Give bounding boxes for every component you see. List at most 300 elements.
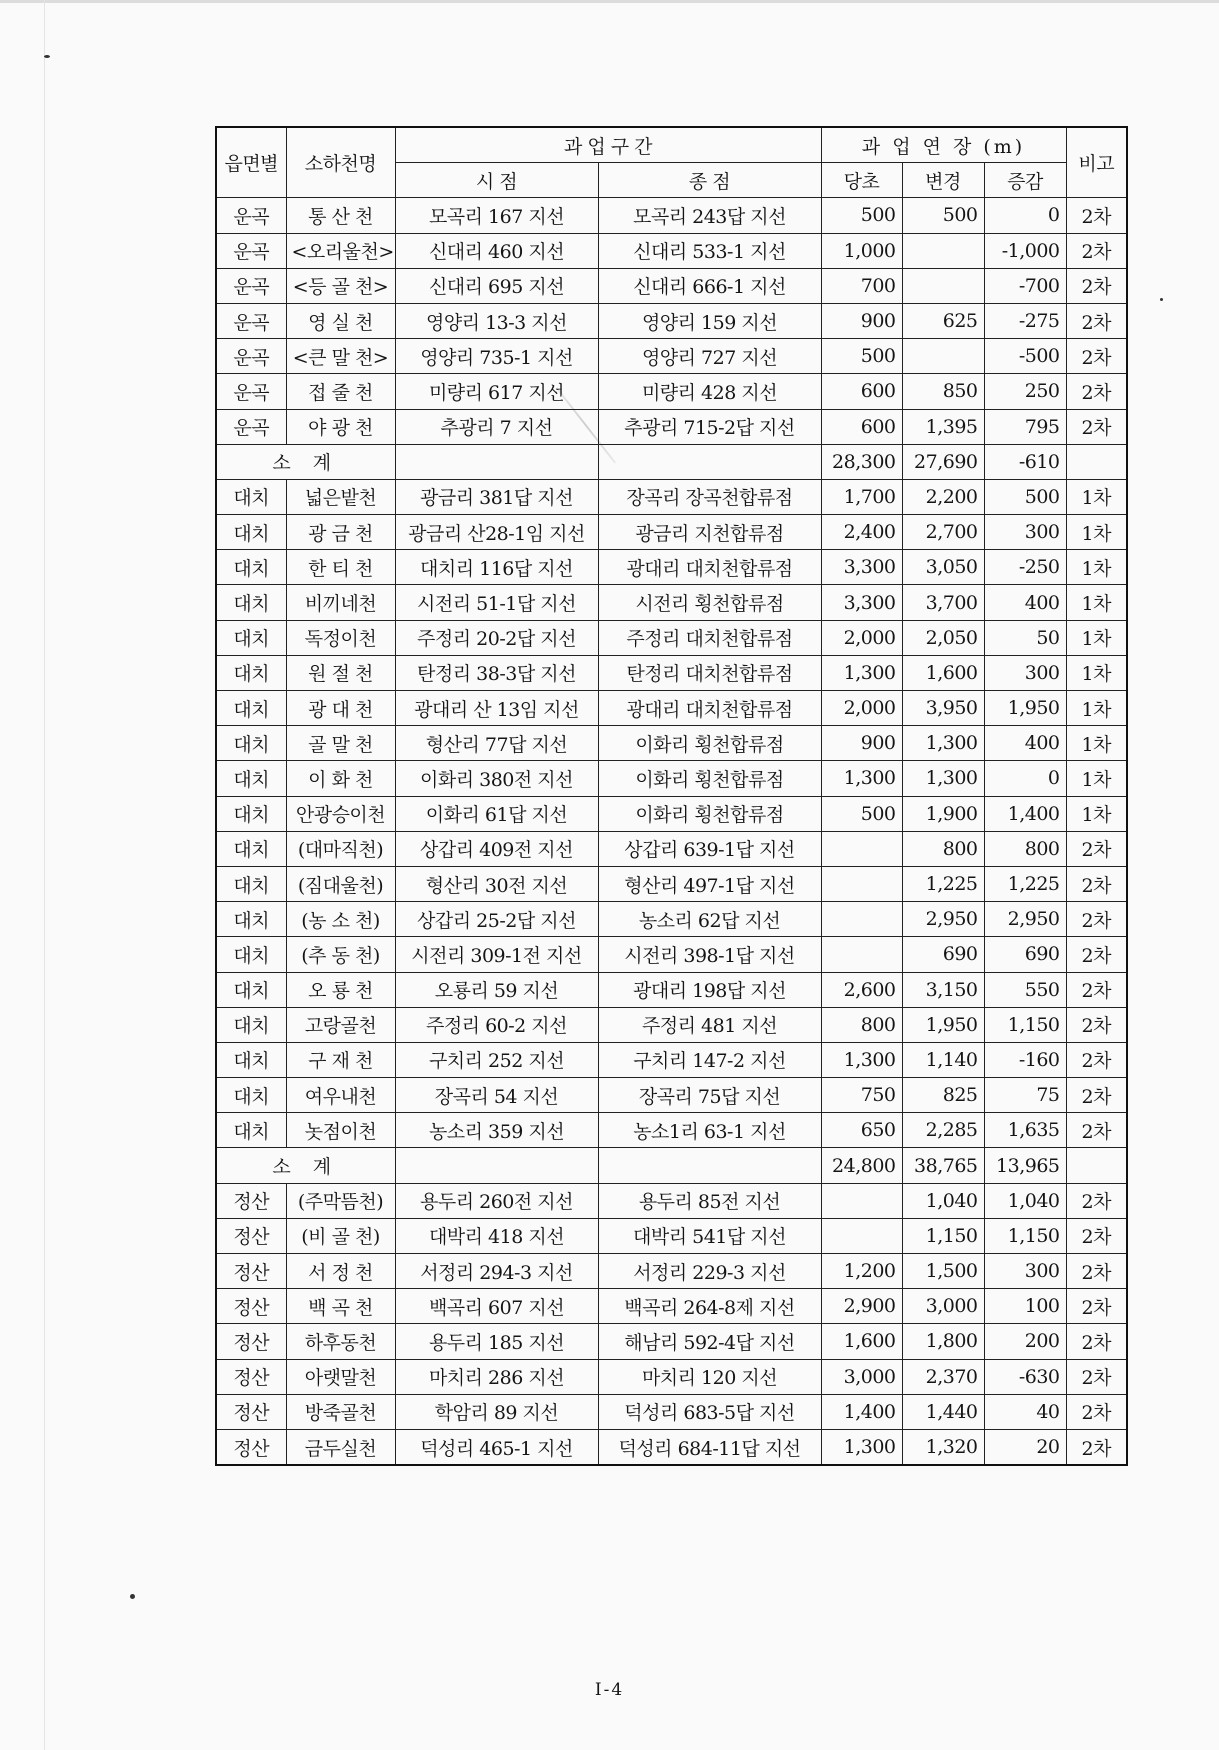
changed-length-cell: 1,150	[902, 1218, 984, 1253]
initial-length-cell: 1,000	[821, 233, 902, 268]
stream-name-cell: 백 곡 천	[286, 1289, 395, 1324]
diff-length-cell: 1,950	[984, 691, 1066, 726]
start-point-cell: 미량리 617 지선	[395, 374, 598, 409]
changed-length-cell	[902, 339, 984, 374]
stream-name-cell: 비끼네천	[286, 585, 395, 620]
header-end: 종 점	[598, 163, 821, 198]
start-point-cell: 형산리 30전 지선	[395, 866, 598, 901]
diff-length-cell: 400	[984, 726, 1066, 761]
table-row	[216, 198, 1127, 233]
table-row	[216, 1289, 1127, 1324]
end-point-cell: 시전리 398-1답 지선	[598, 937, 821, 972]
start-point-cell: 대박리 418 지선	[395, 1218, 598, 1253]
diff-length-cell: 50	[984, 620, 1066, 655]
header-length: 과 업 연 장 (m)	[821, 127, 1066, 163]
header-note: 비고	[1066, 127, 1127, 198]
end-point-cell: 이화리 횡천합류점	[598, 726, 821, 761]
changed-length-cell: 800	[902, 831, 984, 866]
stream-name-cell: <오리울천>	[286, 233, 395, 268]
note-cell: 2차	[1066, 1183, 1127, 1218]
end-point-cell: 이화리 횡천합류점	[598, 796, 821, 831]
table-row	[216, 1042, 1127, 1077]
initial-length-cell	[821, 1183, 902, 1218]
initial-length-cell: 1,200	[821, 1254, 902, 1289]
stream-name-cell: 놋점이천	[286, 1113, 395, 1148]
stream-name-cell: 구 재 천	[286, 1042, 395, 1077]
note-cell: 2차	[1066, 972, 1127, 1007]
changed-length-cell: 825	[902, 1078, 984, 1113]
stream-name-cell: 여우내천	[286, 1078, 395, 1113]
changed-length-cell: 1,300	[902, 726, 984, 761]
start-point-cell: 백곡리 607 지선	[395, 1289, 598, 1324]
changed-length-cell: 3,000	[902, 1289, 984, 1324]
diff-length-cell: 40	[984, 1394, 1066, 1429]
initial-length-cell: 2,000	[821, 620, 902, 655]
diff-length-cell: -700	[984, 268, 1066, 303]
diff-length-cell: 200	[984, 1324, 1066, 1359]
end-point-cell: 덕성리 683-5답 지선	[598, 1394, 821, 1429]
town-cell: 정산	[216, 1359, 286, 1394]
initial-length-cell: 600	[821, 409, 902, 444]
note-cell: 2차	[1066, 233, 1127, 268]
table-row	[216, 1429, 1127, 1465]
town-cell: 대치	[216, 479, 286, 514]
subtotal-initial: 28,300	[821, 444, 902, 479]
start-point-cell: 대치리 116답 지선	[395, 550, 598, 585]
stream-name-cell: (농 소 천)	[286, 902, 395, 937]
town-cell: 대치	[216, 1078, 286, 1113]
end-point-cell: 탄정리 대치천합류점	[598, 655, 821, 690]
subtotal-changed: 38,765	[902, 1148, 984, 1183]
stream-name-cell: 한 티 천	[286, 550, 395, 585]
stream-name-cell: 넓은밭천	[286, 479, 395, 514]
town-cell: 정산	[216, 1324, 286, 1359]
diff-length-cell: 2,950	[984, 902, 1066, 937]
changed-length-cell: 2,370	[902, 1359, 984, 1394]
table-row	[216, 1254, 1127, 1289]
diff-length-cell: 550	[984, 972, 1066, 1007]
diff-length-cell: 100	[984, 1289, 1066, 1324]
changed-length-cell: 1,395	[902, 409, 984, 444]
note-cell: 2차	[1066, 1113, 1127, 1148]
changed-length-cell: 500	[902, 198, 984, 233]
subtotal-initial: 24,800	[821, 1148, 902, 1183]
initial-length-cell: 3,000	[821, 1359, 902, 1394]
end-point-cell: 이화리 횡천합류점	[598, 761, 821, 796]
initial-length-cell: 2,600	[821, 972, 902, 1007]
diff-length-cell: 20	[984, 1429, 1066, 1465]
subtotal-empty-cell	[598, 1148, 821, 1183]
subtotal-changed: 27,690	[902, 444, 984, 479]
town-cell: 정산	[216, 1183, 286, 1218]
town-cell: 정산	[216, 1394, 286, 1429]
start-point-cell: 광대리 산 13임 지선	[395, 691, 598, 726]
subtotal-empty-cell	[598, 444, 821, 479]
initial-length-cell	[821, 902, 902, 937]
changed-length-cell: 1,500	[902, 1254, 984, 1289]
end-point-cell: 모곡리 243답 지선	[598, 198, 821, 233]
town-cell: 대치	[216, 691, 286, 726]
start-point-cell: 영양리 735-1 지선	[395, 339, 598, 374]
town-cell: 운곡	[216, 374, 286, 409]
table-row	[216, 831, 1127, 866]
diff-length-cell: 300	[984, 655, 1066, 690]
diff-length-cell: -160	[984, 1042, 1066, 1077]
table-row	[216, 1218, 1127, 1253]
header-stream: 소하천명	[286, 127, 395, 198]
table-row	[216, 1183, 1127, 1218]
changed-length-cell: 1,800	[902, 1324, 984, 1359]
end-point-cell: 주정리 481 지선	[598, 1007, 821, 1042]
table-row	[216, 655, 1127, 690]
table-row	[216, 937, 1127, 972]
note-cell: 1차	[1066, 726, 1127, 761]
changed-length-cell: 3,050	[902, 550, 984, 585]
note-cell: 1차	[1066, 479, 1127, 514]
changed-length-cell: 2,700	[902, 515, 984, 550]
initial-length-cell: 650	[821, 1113, 902, 1148]
town-cell: 운곡	[216, 303, 286, 338]
start-point-cell: 이화리 61답 지선	[395, 796, 598, 831]
stream-name-cell: (짐대울천)	[286, 866, 395, 901]
header-initial: 당초	[821, 163, 902, 198]
subtotal-row	[216, 444, 1127, 479]
start-point-cell: 농소리 359 지선	[395, 1113, 598, 1148]
changed-length-cell: 1,300	[902, 761, 984, 796]
start-point-cell: 서정리 294-3 지선	[395, 1254, 598, 1289]
stream-name-cell: 금두실천	[286, 1429, 395, 1465]
start-point-cell: 추광리 7 지선	[395, 409, 598, 444]
changed-length-cell: 3,150	[902, 972, 984, 1007]
start-point-cell: 형산리 77답 지선	[395, 726, 598, 761]
end-point-cell: 마치리 120 지선	[598, 1359, 821, 1394]
end-point-cell: 농소리 62답 지선	[598, 902, 821, 937]
stream-name-cell: (비 골 천)	[286, 1218, 395, 1253]
initial-length-cell: 2,000	[821, 691, 902, 726]
initial-length-cell: 900	[821, 726, 902, 761]
diff-length-cell: 1,150	[984, 1007, 1066, 1042]
table-row	[216, 233, 1127, 268]
stream-name-cell: 원 절 천	[286, 655, 395, 690]
initial-length-cell: 500	[821, 339, 902, 374]
diff-length-cell: 690	[984, 937, 1066, 972]
town-cell: 대치	[216, 585, 286, 620]
table-row	[216, 268, 1127, 303]
start-point-cell: 용두리 185 지선	[395, 1324, 598, 1359]
header-start: 시 점	[395, 163, 598, 198]
diff-length-cell: 1,400	[984, 796, 1066, 831]
diff-length-cell: 800	[984, 831, 1066, 866]
note-cell: 2차	[1066, 1218, 1127, 1253]
diff-length-cell: 75	[984, 1078, 1066, 1113]
initial-length-cell: 900	[821, 303, 902, 338]
changed-length-cell: 2,285	[902, 1113, 984, 1148]
note-cell: 2차	[1066, 1254, 1127, 1289]
stream-name-cell: <등 골 천>	[286, 268, 395, 303]
subtotal-diff: -610	[984, 444, 1066, 479]
town-cell: 대치	[216, 1042, 286, 1077]
scan-speck	[130, 1594, 135, 1599]
stream-name-cell: 아랫말천	[286, 1359, 395, 1394]
diff-length-cell: 400	[984, 585, 1066, 620]
note-cell: 1차	[1066, 585, 1127, 620]
subtotal-label: 소 계	[216, 444, 395, 479]
table-row	[216, 585, 1127, 620]
changed-length-cell: 1,900	[902, 796, 984, 831]
start-point-cell: 신대리 695 지선	[395, 268, 598, 303]
initial-length-cell	[821, 937, 902, 972]
changed-length-cell: 1,225	[902, 866, 984, 901]
start-point-cell: 상갑리 409전 지선	[395, 831, 598, 866]
changed-length-cell: 1,440	[902, 1394, 984, 1429]
end-point-cell: 상갑리 639-1답 지선	[598, 831, 821, 866]
note-cell: 2차	[1066, 1078, 1127, 1113]
end-point-cell: 광대리 대치천합류점	[598, 691, 821, 726]
note-cell: 1차	[1066, 550, 1127, 585]
end-point-cell: 주정리 대치천합류점	[598, 620, 821, 655]
initial-length-cell: 1,400	[821, 1394, 902, 1429]
end-point-cell: 시전리 횡천합류점	[598, 585, 821, 620]
start-point-cell: 장곡리 54 지선	[395, 1078, 598, 1113]
initial-length-cell: 1,300	[821, 655, 902, 690]
diff-length-cell: -500	[984, 339, 1066, 374]
town-cell: 대치	[216, 620, 286, 655]
town-cell: 운곡	[216, 409, 286, 444]
note-cell: 2차	[1066, 303, 1127, 338]
table-row	[216, 902, 1127, 937]
initial-length-cell: 500	[821, 796, 902, 831]
initial-length-cell: 1,300	[821, 761, 902, 796]
town-cell: 대치	[216, 726, 286, 761]
start-point-cell: 주정리 60-2 지선	[395, 1007, 598, 1042]
stream-name-cell: 야 광 천	[286, 409, 395, 444]
note-cell: 2차	[1066, 198, 1127, 233]
note-cell: 2차	[1066, 1289, 1127, 1324]
subtotal-row	[216, 1148, 1127, 1183]
end-point-cell: 대박리 541답 지선	[598, 1218, 821, 1253]
subtotal-empty-cell	[1066, 444, 1127, 479]
header-changed: 변경	[902, 163, 984, 198]
town-cell: 정산	[216, 1289, 286, 1324]
town-cell: 운곡	[216, 233, 286, 268]
stream-name-cell: <큰 말 천>	[286, 339, 395, 374]
end-point-cell: 미량리 428 지선	[598, 374, 821, 409]
start-point-cell: 덕성리 465-1 지선	[395, 1429, 598, 1465]
stream-name-cell: (대마직천)	[286, 831, 395, 866]
end-point-cell: 신대리 666-1 지선	[598, 268, 821, 303]
end-point-cell: 신대리 533-1 지선	[598, 233, 821, 268]
changed-length-cell: 1,040	[902, 1183, 984, 1218]
river-project-table	[215, 126, 1128, 1466]
note-cell: 2차	[1066, 937, 1127, 972]
town-cell: 정산	[216, 1218, 286, 1253]
table-row	[216, 1078, 1127, 1113]
start-point-cell: 신대리 460 지선	[395, 233, 598, 268]
diff-length-cell: 1,225	[984, 866, 1066, 901]
stream-name-cell: 접 줄 천	[286, 374, 395, 409]
end-point-cell: 광대리 대치천합류점	[598, 550, 821, 585]
initial-length-cell	[821, 1218, 902, 1253]
table-row	[216, 550, 1127, 585]
initial-length-cell: 1,700	[821, 479, 902, 514]
note-cell: 2차	[1066, 1429, 1127, 1465]
table-row	[216, 339, 1127, 374]
initial-length-cell: 600	[821, 374, 902, 409]
start-point-cell: 상갑리 25-2답 지선	[395, 902, 598, 937]
table-row	[216, 1007, 1127, 1042]
diff-length-cell: 300	[984, 1254, 1066, 1289]
town-cell: 대치	[216, 937, 286, 972]
diff-length-cell: 0	[984, 198, 1066, 233]
stream-name-cell: 하후동천	[286, 1324, 395, 1359]
end-point-cell: 영양리 727 지선	[598, 339, 821, 374]
start-point-cell: 광금리 산28-1임 지선	[395, 515, 598, 550]
diff-length-cell: 0	[984, 761, 1066, 796]
changed-length-cell: 3,700	[902, 585, 984, 620]
scan-speck	[1160, 298, 1163, 301]
table-row	[216, 972, 1127, 1007]
changed-length-cell: 625	[902, 303, 984, 338]
note-cell: 2차	[1066, 831, 1127, 866]
end-point-cell: 해남리 592-4답 지선	[598, 1324, 821, 1359]
end-point-cell: 영양리 159 지선	[598, 303, 821, 338]
diff-length-cell: 250	[984, 374, 1066, 409]
end-point-cell: 장곡리 75답 지선	[598, 1078, 821, 1113]
initial-length-cell: 2,900	[821, 1289, 902, 1324]
changed-length-cell: 1,950	[902, 1007, 984, 1042]
table-row	[216, 866, 1127, 901]
table-row	[216, 761, 1127, 796]
note-cell: 1차	[1066, 655, 1127, 690]
table-row	[216, 303, 1127, 338]
changed-length-cell	[902, 233, 984, 268]
changed-length-cell: 3,950	[902, 691, 984, 726]
initial-length-cell: 1,300	[821, 1429, 902, 1465]
start-point-cell: 이화리 380전 지선	[395, 761, 598, 796]
table-row	[216, 479, 1127, 514]
note-cell: 2차	[1066, 409, 1127, 444]
start-point-cell: 영양리 13-3 지선	[395, 303, 598, 338]
page-top-edge	[0, 0, 1219, 3]
note-cell: 2차	[1066, 1394, 1127, 1429]
stream-name-cell: 광 대 천	[286, 691, 395, 726]
town-cell: 대치	[216, 761, 286, 796]
initial-length-cell: 1,600	[821, 1324, 902, 1359]
table-row	[216, 1324, 1127, 1359]
stream-name-cell: 통 산 천	[286, 198, 395, 233]
note-cell: 1차	[1066, 761, 1127, 796]
initial-length-cell: 700	[821, 268, 902, 303]
town-cell: 대치	[216, 831, 286, 866]
end-point-cell: 덕성리 684-11답 지선	[598, 1429, 821, 1465]
note-cell: 2차	[1066, 866, 1127, 901]
subtotal-label: 소 계	[216, 1148, 395, 1183]
subtotal-empty-cell	[395, 1148, 598, 1183]
table-row	[216, 1394, 1127, 1429]
table-row	[216, 374, 1127, 409]
town-cell: 대치	[216, 655, 286, 690]
stream-name-cell: 이 화 천	[286, 761, 395, 796]
table-row	[216, 1359, 1127, 1394]
stream-name-cell: 영 실 천	[286, 303, 395, 338]
end-point-cell: 백곡리 264-8제 지선	[598, 1289, 821, 1324]
header-section: 과 업 구 간	[395, 127, 821, 163]
diff-length-cell: 795	[984, 409, 1066, 444]
start-point-cell: 구치리 252 지선	[395, 1042, 598, 1077]
table-row	[216, 515, 1127, 550]
changed-length-cell	[902, 268, 984, 303]
table-row	[216, 691, 1127, 726]
initial-length-cell: 3,300	[821, 550, 902, 585]
changed-length-cell: 690	[902, 937, 984, 972]
diff-length-cell: -630	[984, 1359, 1066, 1394]
note-cell: 2차	[1066, 1042, 1127, 1077]
table-row	[216, 796, 1127, 831]
note-cell: 2차	[1066, 268, 1127, 303]
town-cell: 대치	[216, 866, 286, 901]
note-cell: 2차	[1066, 339, 1127, 374]
note-cell: 2차	[1066, 902, 1127, 937]
page-binding-edge	[44, 0, 45, 1750]
start-point-cell: 시전리 51-1답 지선	[395, 585, 598, 620]
town-cell: 운곡	[216, 198, 286, 233]
end-point-cell: 형산리 497-1답 지선	[598, 866, 821, 901]
table-row	[216, 620, 1127, 655]
town-cell: 대치	[216, 550, 286, 585]
end-point-cell: 장곡리 장곡천합류점	[598, 479, 821, 514]
changed-length-cell: 2,950	[902, 902, 984, 937]
stream-name-cell: 광 금 천	[286, 515, 395, 550]
diff-length-cell: 300	[984, 515, 1066, 550]
stream-name-cell: 오 룡 천	[286, 972, 395, 1007]
end-point-cell: 서정리 229-3 지선	[598, 1254, 821, 1289]
town-cell: 대치	[216, 796, 286, 831]
initial-length-cell: 750	[821, 1078, 902, 1113]
header-diff: 증감	[984, 163, 1066, 198]
table-body	[216, 198, 1127, 1465]
changed-length-cell: 2,050	[902, 620, 984, 655]
changed-length-cell: 850	[902, 374, 984, 409]
town-cell: 운곡	[216, 268, 286, 303]
town-cell: 대치	[216, 902, 286, 937]
table-row	[216, 1113, 1127, 1148]
initial-length-cell	[821, 866, 902, 901]
diff-length-cell: -1,000	[984, 233, 1066, 268]
stream-name-cell: 서 정 천	[286, 1254, 395, 1289]
start-point-cell: 용두리 260전 지선	[395, 1183, 598, 1218]
end-point-cell: 광금리 지천합류점	[598, 515, 821, 550]
stream-name-cell: 독정이천	[286, 620, 395, 655]
subtotal-diff: 13,965	[984, 1148, 1066, 1183]
start-point-cell: 마치리 286 지선	[395, 1359, 598, 1394]
note-cell: 2차	[1066, 374, 1127, 409]
page-number: Ⅰ-4	[594, 1680, 625, 1700]
note-cell: 1차	[1066, 620, 1127, 655]
note-cell: 2차	[1066, 1324, 1127, 1359]
initial-length-cell: 3,300	[821, 585, 902, 620]
town-cell: 정산	[216, 1254, 286, 1289]
diff-length-cell: 500	[984, 479, 1066, 514]
town-cell: 정산	[216, 1429, 286, 1465]
changed-length-cell: 2,200	[902, 479, 984, 514]
stream-name-cell: (주막뜸천)	[286, 1183, 395, 1218]
initial-length-cell: 1,300	[821, 1042, 902, 1077]
stream-name-cell: 방죽골천	[286, 1394, 395, 1429]
end-point-cell: 농소1리 63-1 지선	[598, 1113, 821, 1148]
town-cell: 대치	[216, 1007, 286, 1042]
end-point-cell: 용두리 85전 지선	[598, 1183, 821, 1218]
changed-length-cell: 1,600	[902, 655, 984, 690]
